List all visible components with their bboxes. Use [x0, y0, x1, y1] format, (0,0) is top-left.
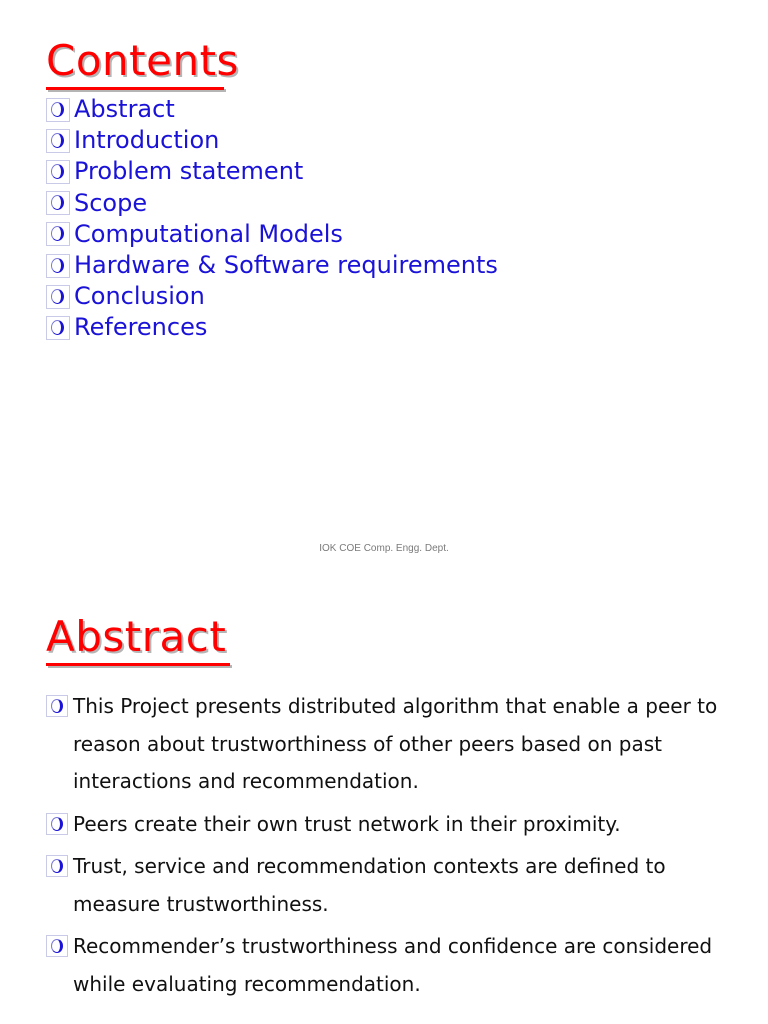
contents-item-conclusion[interactable] — [46, 281, 498, 312]
contents-item-label: Scope — [74, 188, 148, 217]
abstract-bullet-text: Peers create their own trust network in their proximity. — [73, 811, 621, 836]
abstract-bullet-text: Recommender’s trustworthiness and confidence are considered while evaluating recommendation. — [73, 934, 713, 996]
contents-item-label: Conclusion — [74, 282, 205, 311]
circle-bullet-icon — [46, 695, 68, 717]
contents-item-label: Hardware & Software requirements — [74, 250, 498, 279]
contents-list — [46, 94, 498, 344]
contents-item-references[interactable] — [46, 312, 498, 343]
circle-bullet-icon — [46, 285, 70, 309]
circle-bullet-icon — [46, 222, 70, 246]
circle-bullet-icon — [46, 935, 68, 957]
circle-bullet-icon — [46, 813, 68, 835]
abstract-bullet-text: This Project presents distributed algorithm that enable a peer to reason about trustworthiness of other peers based on past interactions and recommendation. — [73, 694, 718, 793]
contents-item-problem-statement[interactable] — [46, 156, 498, 187]
abstract-bullet — [46, 928, 736, 1003]
contents-item-label: Abstract — [74, 95, 175, 123]
contents-item-label: Problem statement — [74, 157, 304, 186]
abstract-bullet — [46, 688, 736, 801]
abstract-bullet — [46, 806, 736, 844]
circle-bullet-icon — [46, 855, 68, 877]
contents-item-requirements[interactable] — [46, 250, 498, 281]
circle-bullet-icon — [46, 160, 70, 184]
abstract-bullet-text: Trust, service and recommendation contexts are defined to measure trustworthiness. — [73, 854, 666, 916]
contents-item-computational-models[interactable] — [46, 219, 498, 250]
slide-title-abstract: Abstract — [46, 612, 227, 661]
contents-item-abstract[interactable] — [46, 94, 498, 125]
title-underline — [46, 663, 230, 666]
contents-item-introduction[interactable] — [46, 125, 498, 156]
contents-item-label: Computational Models — [74, 219, 343, 248]
contents-item-label: Introduction — [74, 126, 220, 155]
contents-item-scope[interactable] — [46, 188, 498, 219]
contents-item-label: References — [74, 313, 208, 342]
slide-footer: IOK COE Comp. Engg. Dept. — [319, 543, 449, 554]
slide-title-contents: Contents — [46, 36, 239, 85]
circle-bullet-icon — [46, 191, 70, 215]
circle-bullet-icon — [46, 129, 70, 153]
abstract-slide — [0, 580, 768, 1024]
circle-bullet-icon — [46, 98, 70, 122]
title-underline — [46, 87, 224, 90]
circle-bullet-icon — [46, 316, 70, 340]
circle-bullet-icon — [46, 254, 70, 278]
abstract-bullets — [46, 688, 736, 1008]
abstract-bullet — [46, 848, 736, 923]
